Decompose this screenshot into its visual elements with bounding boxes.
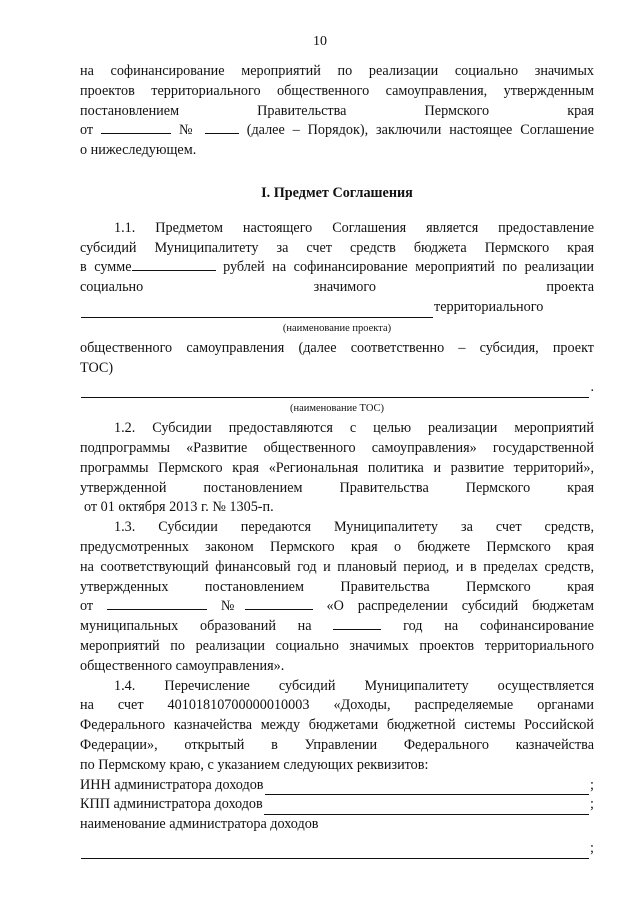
project-name-blank xyxy=(81,303,433,318)
date-blank xyxy=(101,121,171,134)
p1-1-line-7: ТОС) xyxy=(80,359,114,376)
p1-2-line-3: программы Пермского края «Региональная политика и развитие территорий», xyxy=(80,459,594,476)
document-body xyxy=(80,62,594,859)
year-blank xyxy=(333,617,381,630)
p1-1-line-5: территориального xyxy=(80,298,594,318)
p1-4-line-3: Федерального казначейства между бюджетами бюджетной системы Российской xyxy=(80,717,594,734)
p1-4-line-5: по Пермскому краю, с указанием следующих реквизитов: xyxy=(80,756,429,773)
sum-blank xyxy=(132,258,216,271)
number-blank-2 xyxy=(245,597,313,610)
p1-2-line-4: утвержденной постановлением Правительства Пермского края xyxy=(80,479,594,496)
intro-line-4: от № (далее – Порядок), заключили настоящее Соглашение xyxy=(80,122,595,139)
caption-tos-name: (наименование ТОС) xyxy=(289,403,385,415)
page-number: 10 xyxy=(313,34,327,49)
number-blank xyxy=(205,121,239,134)
kpp-row: КПП администратора доходов ; xyxy=(80,795,594,815)
caption-project-name: (наименование проекта) xyxy=(282,322,392,334)
p1-1-line-2: субсидий Муниципалитету за счет средств бюджета Пермского края xyxy=(80,239,594,256)
p1-4-line-2: на счет 40101810700000010003 «Доходы, распределяемые органами xyxy=(80,697,594,714)
p1-3-line-7: мероприятий по реализации социально значимых проектов территориального xyxy=(80,637,594,654)
p1-3-line-4: утвержденных постановлением Правительства Пермского края xyxy=(80,578,594,595)
admin-name-label: наименование администратора доходов xyxy=(80,816,319,833)
section-title: I. Предмет Соглашения xyxy=(261,184,413,201)
intro-line-1: на софинансирование мероприятий по реализации социально значимых xyxy=(80,63,594,79)
p1-3-line-8: общественного самоуправления». xyxy=(80,657,285,674)
p1-1-line-6: общественного самоуправления (далее соответственно – субсидия, проект xyxy=(80,339,594,356)
admin-name-row: ; xyxy=(80,839,594,859)
intro-line-3: постановлением Правительства Пермского края xyxy=(80,102,594,119)
p1-2-line-1: 1.2. Субсидии предоставляются с целью реализации мероприятий xyxy=(114,420,594,437)
p1-1-line-1: 1.1. Предметом настоящего Соглашения является предоставление xyxy=(114,219,594,236)
kpp-blank xyxy=(264,800,589,815)
inn-blank xyxy=(265,780,590,795)
p1-3-line-3: на соответствующий финансовый год и плановый период, и в пределах средств, xyxy=(80,558,594,575)
p1-3-line-2: предусмотренных законом Пермского края о бюджете Пермского края xyxy=(80,538,594,555)
intro-line-2: проектов территориального общественного самоуправления, утвержденным xyxy=(80,82,594,99)
p1-2-line-2: подпрограммы «Развитие общественного самоуправления» государственной xyxy=(80,439,594,456)
date-blank-2 xyxy=(107,597,207,610)
p1-2-line-5: от 01 октября 2013 г. № 1305-п. xyxy=(84,499,274,516)
p1-3-line-1: 1.3. Субсидии передаются Муниципалитету за счет средств, xyxy=(114,519,594,536)
intro-line-5: о нижеследующем. xyxy=(80,142,197,159)
inn-row: ИНН администратора доходов ; xyxy=(80,776,594,796)
p1-4-line-4: Федерации», открытый в Управлении Федерального казначейства xyxy=(80,736,594,753)
p1-3-line-6: муниципальных образований на год на софинансирование xyxy=(80,618,594,635)
tos-name-blank xyxy=(81,383,589,398)
p1-1-line-4: социально значимого проекта xyxy=(80,279,594,296)
p1-4-line-1: 1.4. Перечисление субсидий Муниципалитету осуществляется xyxy=(114,677,594,694)
admin-name-blank xyxy=(81,844,589,859)
p1-1-line-3: в сумме рублей на софинансирование мероприятий по реализации xyxy=(80,259,595,276)
p1-1-line-8: . xyxy=(80,378,594,398)
p1-3-line-5: от № «О распределении субсидий бюджетам xyxy=(80,598,595,615)
